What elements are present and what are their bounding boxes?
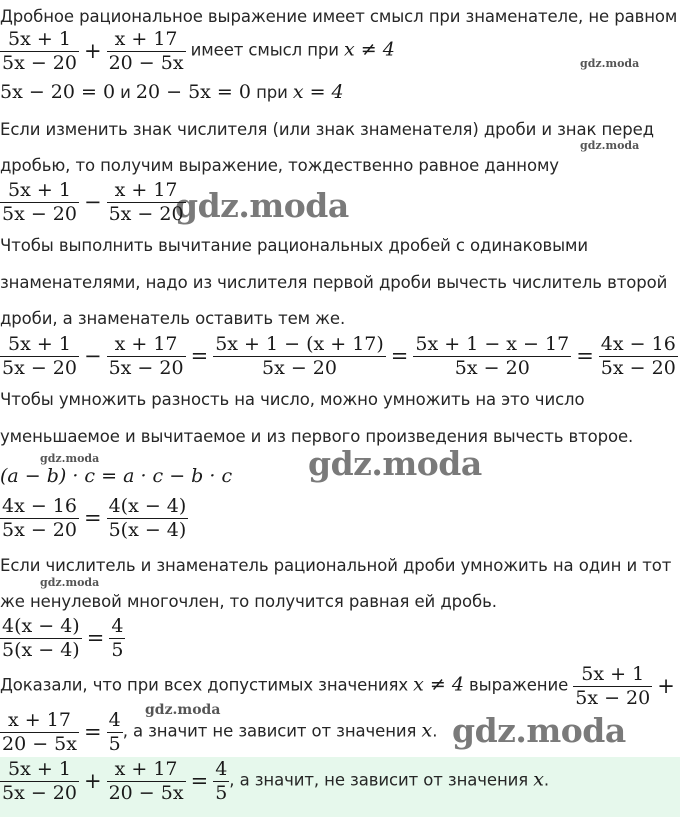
math-line: 5x − 20 = 0 и 20 − 5x = 0 при x = 4: [0, 81, 344, 103]
paragraph-text: Чтобы умножить разность на число, можно умножить на это число: [0, 390, 585, 409]
math-line: $\frac{4(x - 4)}{5(x - 4)}$ = $\frac{4}{5}$: [2, 615, 124, 661]
fraction: $\frac{5x + 1}{5x - 20}$: [575, 663, 651, 709]
fraction: $\frac{4(x - 4)}{5(x - 4)}$: [2, 615, 80, 661]
paragraph-text: дробью, то получим выражение, тождественно равное данному: [0, 156, 559, 175]
paragraph-text: же ненулевой многочлен, то получится равная ей дробь.: [0, 592, 497, 611]
watermark-small: gdz.moda: [580, 139, 640, 152]
paragraph-text: дроби, а знаменатель оставить тем же.: [0, 309, 346, 328]
fraction: $\frac{4}{5}$: [108, 709, 121, 755]
watermark-large: gdz.moda: [452, 711, 626, 750]
fraction: $\frac{x + 17}{20 - 5x}$: [108, 758, 184, 804]
fraction: $\frac{4}{5}$: [215, 758, 228, 804]
fraction: $\frac{5x + 1}{5x - 20}$: [2, 758, 77, 804]
paragraph-text: Если изменить знак числителя (или знак знаменателя) дроби и знак перед: [0, 120, 654, 139]
paragraph-text: знаменателями, надо из числителя первой дроби вычесть числитель второй: [0, 273, 668, 292]
math-line: $\frac{5x + 1}{5x - 20}$ + $\frac{x + 17}{20 - 5x}$ имеет смысл при x ≠ 4: [2, 28, 395, 74]
watermark-large: gdz.moda: [175, 186, 349, 225]
fraction: $\frac{x + 17}{20 - 5x}$: [2, 709, 77, 755]
paragraph-text: Чтобы выполнить вычитание рациональных дробей с одинаковыми: [0, 236, 589, 255]
formula: (a − b) · c = a · c − b · c: [0, 465, 233, 487]
math-line: $\frac{5x + 1}{5x - 20}$ − $\frac{x + 17}{5x - 20}$ = $\frac{5x + 1 - (x + 17)}{5x - 20}$ = $\frac{5x + 1 - x - 17}{5x - 20}$ = $\frac{4x - 16}{5x - 20}$: [2, 333, 676, 379]
fraction: $\frac{4(x - 4)}{5(x - 4)}$: [108, 495, 187, 541]
fraction: $\frac{x + 17}{5x - 20}$: [108, 179, 184, 225]
fraction: $\frac{5x + 1}{5x - 20}$: [2, 333, 77, 379]
watermark-small: gdz.moda: [580, 57, 640, 70]
fraction: $\frac{4x - 16}{5x - 20}$: [2, 495, 77, 541]
fraction: $\frac{4}{5}$: [111, 615, 124, 661]
answer-line: $\frac{5x + 1}{5x - 20}$ + $\frac{x + 17}{20 - 5x}$ = $\frac{4}{5}$ , а значит, не зависит от значения x.: [2, 758, 550, 804]
paragraph-text: уменьшаемое и вычитаемое и из первого произведения вычесть второе.: [0, 427, 634, 446]
math-line: $\frac{4x - 16}{5x - 20}$ = $\frac{4(x - 4)}{5(x - 4)}$: [2, 495, 187, 541]
fraction: $\frac{x + 17}{5x - 20}$: [108, 333, 184, 379]
fraction: $\frac{4x - 16}{5x - 20}$: [600, 333, 676, 379]
fraction: $\frac{5x + 1}{5x - 20}$: [2, 28, 77, 74]
fraction: $\frac{5x + 1 - (x + 17)}{5x - 20}$: [215, 333, 384, 379]
watermark-small: gdz.moda: [145, 702, 221, 718]
watermark-small: gdz.moda: [40, 452, 100, 465]
fraction: $\frac{5x + 1 - x - 17}{5x - 20}$: [415, 333, 570, 379]
math-line: Доказали, что при всех допустимых значениях x ≠ 4 выражение $\frac{5x + 1}{5x - 20}$ +: [0, 663, 675, 709]
fraction: $\frac{x + 17}{20 - 5x}$: [108, 28, 184, 74]
math-line: $\frac{x + 17}{20 - 5x}$ = $\frac{4}{5}$ , а значит не зависит от значения x.: [2, 709, 438, 755]
watermark-large: gdz.moda: [308, 444, 482, 483]
fraction: $\frac{5x + 1}{5x - 20}$: [2, 179, 77, 225]
watermark-small: gdz.moda: [40, 576, 100, 589]
math-line: $\frac{5x + 1}{5x - 20}$ − $\frac{x + 17}{5x - 20}$: [2, 179, 184, 225]
paragraph-text: Если числитель и знаменатель рациональной дроби умножить на один и тот: [0, 556, 672, 575]
paragraph-text: Дробное рациональное выражение имеет смысл при знаменателе, не равном: [0, 7, 678, 26]
